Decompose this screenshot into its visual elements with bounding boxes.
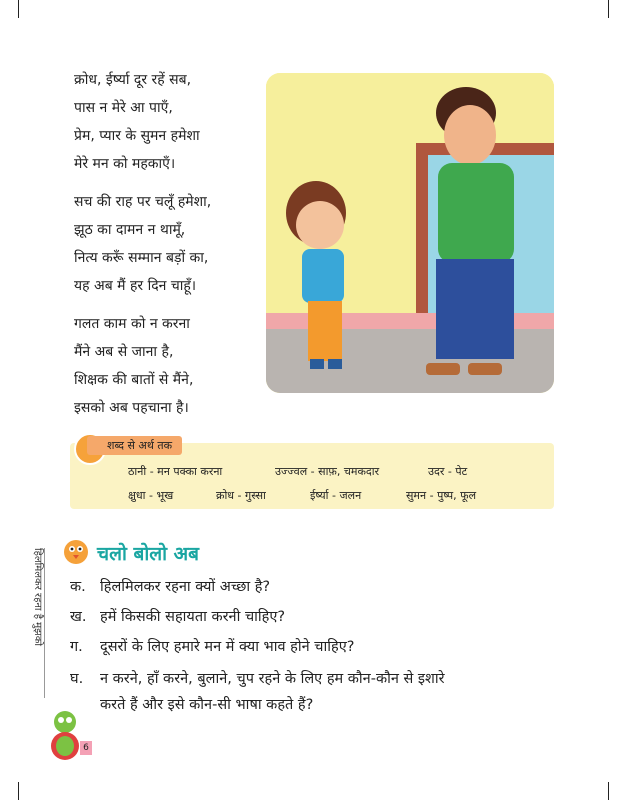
question-text: हमें किसकी सहायता करनी चाहिए? <box>100 609 286 625</box>
poem-line: क्रोध, ईर्ष्या दूर रहें सब, <box>74 72 192 88</box>
question-text: न करने, हाँ करने, बुलाने, चुप रहने के लिए हम कौन-कौन से इशारे <box>100 671 445 687</box>
poem-line: मेरे मन को महकाएँ। <box>74 156 176 172</box>
question <box>70 576 270 596</box>
glossary-entry: क्षुधा - भूख <box>128 489 174 502</box>
crop-mark <box>608 782 609 800</box>
poem-stanza <box>74 66 264 178</box>
poem-line: सच की राह पर चलूँ हमेशा, <box>74 194 212 210</box>
poem-line: नित्य करूँ सम्मान बड़ों का, <box>74 250 209 266</box>
glossary-entry: क्रोध - गुस्सा <box>216 489 266 502</box>
illustration-teacher-and-boy <box>266 73 554 393</box>
question-text: दूसरों के लिए हमारे मन में क्या भाव होने चाहिए? <box>100 639 355 655</box>
bird-mascot-icon <box>60 535 92 567</box>
turtle-mascot-icon <box>46 708 84 764</box>
poem-line: यह अब मैं हर दिन चाहूँ। <box>74 278 197 294</box>
glossary-title: शब्द से अर्थ तक <box>87 436 182 455</box>
side-chapter-title: हिलमिलकर रहना है मुझको <box>32 548 43 646</box>
glossary-entry: उज्ज्वल - साफ़, चमकदार <box>275 465 380 478</box>
glossary-entry: ईर्ष्या - जलन <box>310 489 362 502</box>
poem-line: प्रेम, प्यार के सुमन हमेशा <box>74 128 200 144</box>
glossary-entry: ठानी - मन पक्का करना <box>128 465 223 478</box>
crop-mark <box>608 0 609 18</box>
question-text: करते हैं और इसे कौन-सी भाषा कहते हैं? <box>100 697 314 713</box>
question-marker: घ. <box>70 671 84 687</box>
question-marker: क. <box>70 579 86 595</box>
poem-line: मैंने अब से जाना है, <box>74 344 174 360</box>
side-divider <box>44 548 45 698</box>
question <box>70 606 285 626</box>
question-continuation <box>70 694 313 714</box>
crop-mark <box>18 782 19 800</box>
crop-mark <box>18 0 19 18</box>
page-number: 6 <box>80 741 92 755</box>
poem-line: गलत काम को न करना <box>74 316 190 332</box>
glossary-box <box>70 439 554 509</box>
poem-stanza <box>74 310 264 422</box>
poem-line: शिक्षक की बातों से मैंने, <box>74 372 194 388</box>
section-title: चलो बोलो अब <box>97 543 200 565</box>
question <box>70 668 445 688</box>
poem-line: इसको अब पहचाना है। <box>74 400 189 416</box>
question-text: हिलमिलकर रहना क्यों अच्छा है? <box>100 579 271 595</box>
question-marker: ख. <box>70 609 87 625</box>
question-marker: ग. <box>70 639 83 655</box>
question <box>70 636 354 656</box>
glossary-entry: उदर - पेट <box>428 465 468 478</box>
glossary-entry: सुमन - पुष्प, फूल <box>406 489 477 502</box>
poem-line: झूठ का दामन न थामूँ, <box>74 222 186 238</box>
poem-line: पास न मेरे आ पाएँ, <box>74 100 173 116</box>
poem-stanza <box>74 188 264 300</box>
poem <box>74 66 264 432</box>
